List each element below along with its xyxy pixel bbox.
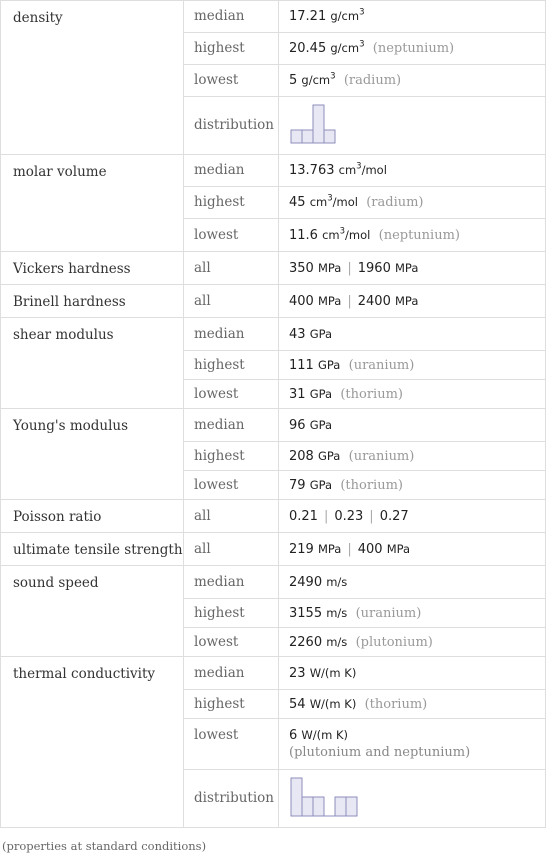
sound-highest-value: 3155 m/s (uranium) <box>279 599 546 628</box>
young-highest-label: highest <box>184 442 279 471</box>
uts-sub: all <box>184 533 279 566</box>
molar-volume-label: molar volume <box>1 155 184 252</box>
brinell-value: 400 MPa | 2400 MPa <box>279 285 546 318</box>
shear-median-label: median <box>184 318 279 351</box>
vickers-sub: all <box>184 252 279 285</box>
shear-label: shear modulus <box>1 318 184 409</box>
thermal-histogram <box>289 776 369 822</box>
shear-lowest-value: 31 GPa (thorium) <box>279 380 546 409</box>
density-hist-bar-3 <box>324 130 335 143</box>
molar-volume-highest-value: 45 $cm^3$/mol (radium) <box>279 187 546 219</box>
young-lowest-value: 79 GPa (thorium) <box>279 471 546 500</box>
thermal-median-value: 23 W/(m K) <box>279 657 546 690</box>
molar-volume-median-label: median <box>184 155 279 187</box>
thermal-highest-value: 54 W/(m K) (thorium) <box>279 690 546 719</box>
shear-median-value: 43 GPa <box>279 318 546 351</box>
sound-median-label: median <box>184 566 279 599</box>
sound-lowest-value: 2260 m/s (plutonium) <box>279 628 546 657</box>
sound-label: sound speed <box>1 566 184 657</box>
thermal-hist-bar-5 <box>346 797 357 816</box>
density-highest-label: highest <box>184 33 279 65</box>
uts-label: ultimate tensile strength <box>1 533 184 566</box>
poisson-sub: all <box>184 500 279 533</box>
density-hist-bar-0 <box>291 130 302 143</box>
density-label: density <box>1 1 184 155</box>
density-lowest-label: lowest <box>184 65 279 97</box>
young-median-value: 96 GPa <box>279 409 546 442</box>
density-median-label: median <box>184 1 279 33</box>
shear-highest-label: highest <box>184 351 279 380</box>
brinell-sub: all <box>184 285 279 318</box>
density-distribution-label: distribution <box>184 97 279 155</box>
density-hist-bar-1 <box>302 130 313 143</box>
density-hist-bar-2 <box>313 105 324 143</box>
sound-lowest-label: lowest <box>184 628 279 657</box>
density-highest-value: 20.45 $g/cm^3$ (neptunium) <box>279 33 546 65</box>
molar-volume-median-value: 13.763 $cm^3$/mol <box>279 155 546 187</box>
density-median-value: 17.21 $g/cm^3$ <box>279 1 546 33</box>
thermal-distribution <box>279 770 546 828</box>
thermal-lowest-value: 6 W/(m K) (plutonium and neptunium) <box>279 719 546 770</box>
density-lowest-value: 5 $g/cm^3$ (radium) <box>279 65 546 97</box>
thermal-hist-bar-1 <box>302 797 313 816</box>
brinell-label: Brinell hardness <box>1 285 184 318</box>
thermal-label: thermal conductivity <box>1 657 184 828</box>
vickers-label: Vickers hardness <box>1 252 184 285</box>
vickers-value: 350 MPa | 1960 MPa <box>279 252 546 285</box>
molar-volume-lowest-label: lowest <box>184 219 279 252</box>
sound-highest-label: highest <box>184 599 279 628</box>
young-lowest-label: lowest <box>184 471 279 500</box>
footer-note: (properties at standard conditions) <box>2 839 207 853</box>
thermal-hist-bar-2 <box>313 797 324 816</box>
young-highest-value: 208 GPa (uranium) <box>279 442 546 471</box>
thermal-hist-bar-4 <box>335 797 346 816</box>
molar-volume-highest-label: highest <box>184 187 279 219</box>
shear-highest-value: 111 GPa (uranium) <box>279 351 546 380</box>
thermal-hist-bar-0 <box>291 778 302 816</box>
shear-lowest-label: lowest <box>184 380 279 409</box>
density-distribution <box>279 97 546 155</box>
poisson-label: Poisson ratio <box>1 500 184 533</box>
thermal-lowest-label: lowest <box>184 719 279 770</box>
thermal-median-label: median <box>184 657 279 690</box>
density-histogram <box>289 103 369 149</box>
sound-median-value: 2490 m/s <box>279 566 546 599</box>
thermal-highest-label: highest <box>184 690 279 719</box>
young-median-label: median <box>184 409 279 442</box>
thermal-distribution-label: distribution <box>184 770 279 828</box>
poisson-value: 0.21 | 0.23 | 0.27 <box>279 500 546 533</box>
molar-volume-lowest-value: 11.6 $cm^3$/mol (neptunium) <box>279 219 546 252</box>
uts-value: 219 MPa | 400 MPa <box>279 533 546 566</box>
young-label: Young's modulus <box>1 409 184 500</box>
